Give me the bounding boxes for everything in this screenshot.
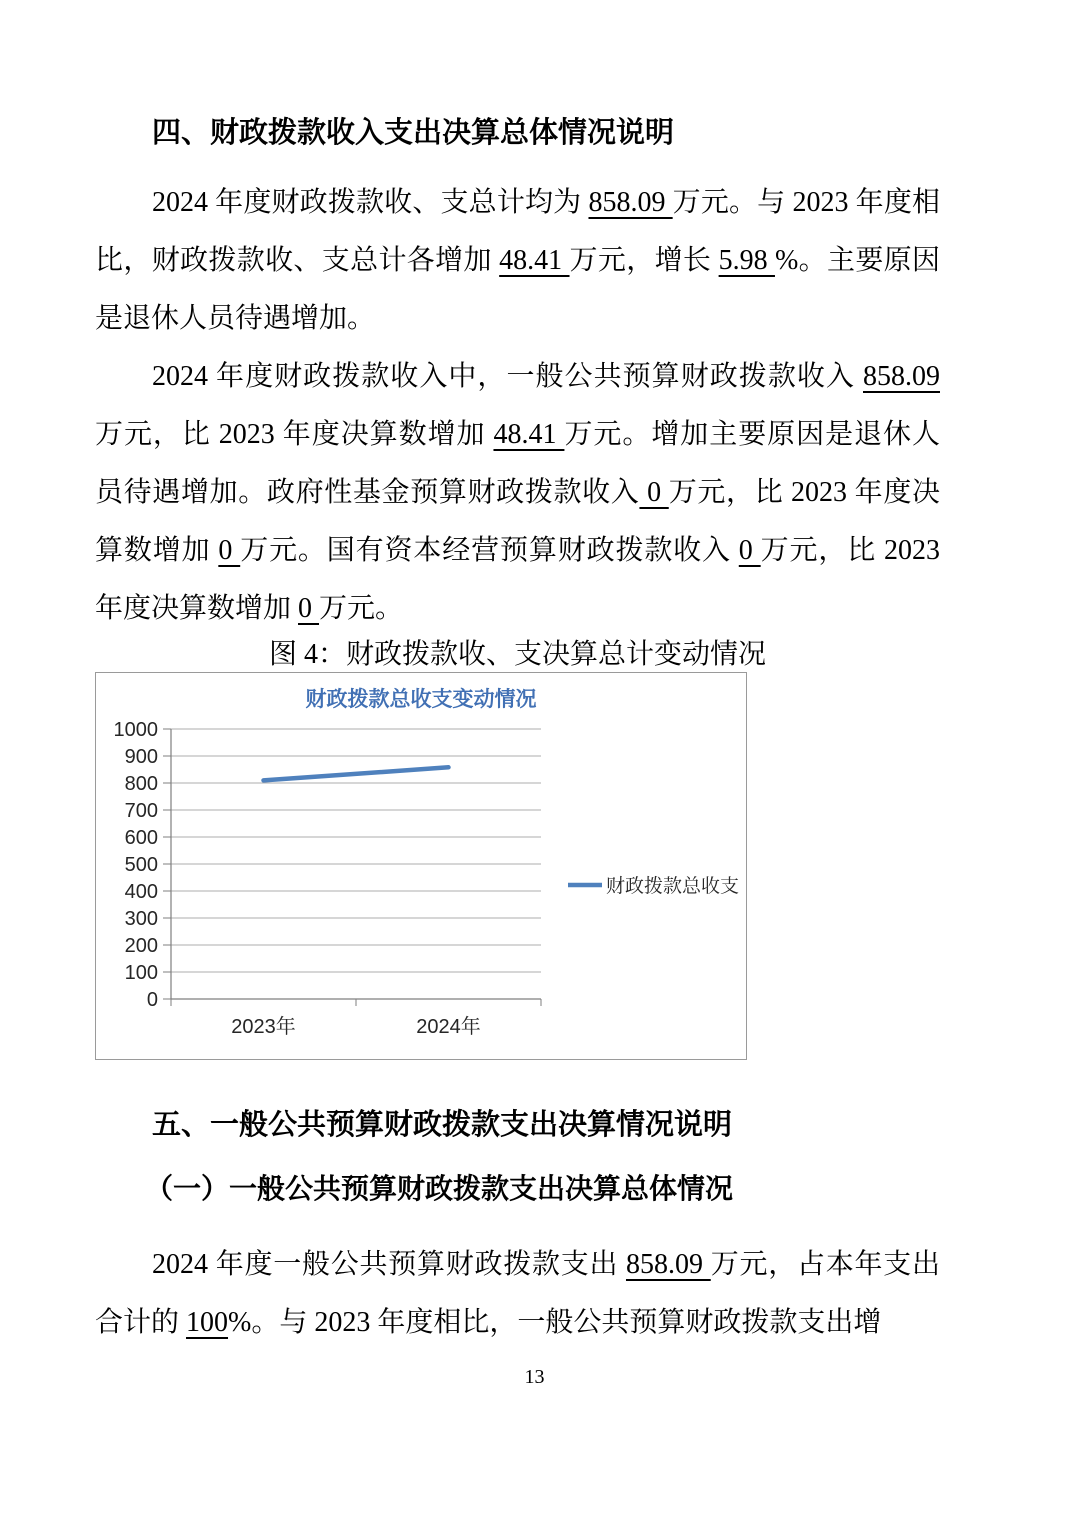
underlined-value: 0: [639, 477, 669, 508]
underlined-value: 0: [218, 535, 241, 566]
underlined-value: 858.09: [588, 187, 673, 218]
y-tick-label: 1000: [113, 719, 158, 741]
x-axis-label: 2024年: [416, 1016, 481, 1038]
text-segment: 万元，比 2023 年度决算数增加: [95, 419, 494, 450]
figure-4-chart: [95, 672, 747, 1060]
underlined-value: 100: [186, 1307, 229, 1338]
text-segment: 万元，比 2023 年度决算数增加: [95, 535, 940, 624]
section-4-paragraph-2: [95, 348, 940, 638]
section-5-heading: 五、一般公共预算财政拨款支出决算情况说明: [152, 1109, 733, 1141]
y-tick-label: 900: [124, 746, 158, 768]
y-tick-label: 500: [124, 854, 158, 876]
legend-label: 财政拨款总收支: [606, 876, 740, 897]
underlined-value: 858.09: [625, 1249, 711, 1280]
text-segment: 2024 年度财政拨款收、支总计均为: [152, 187, 589, 218]
series-line: [264, 767, 449, 780]
y-tick-label: 400: [124, 881, 158, 903]
text-segment: 万元。: [319, 593, 404, 624]
y-tick-label: 200: [124, 935, 158, 957]
underlined-value: 48.41: [499, 245, 570, 276]
text-segment: 万元。增加主要原因是退休人员待遇增加。政府性基金预算财政拨款收入: [95, 419, 940, 508]
figure-4-caption: 图 4：财政拨款收、支决算总计变动情况: [268, 639, 766, 670]
text-segment: 2024 年度一般公共预算财政拨款支出: [152, 1249, 626, 1280]
text-segment: 万元，占本年支出合计的: [95, 1249, 940, 1338]
text-segment: 万元，增长: [569, 245, 719, 276]
x-axis-label: 2023年: [231, 1016, 296, 1038]
text-segment: %。主要原因是退休人员待遇增加。: [95, 245, 941, 334]
y-tick-label: 700: [124, 800, 158, 822]
text-segment: %。与 2023 年度相比，一般公共预算财政拨款支出增: [228, 1307, 882, 1338]
y-tick-label: 100: [124, 962, 158, 984]
section-4-paragraph-1: [95, 174, 940, 348]
y-tick-label: 600: [124, 827, 158, 849]
y-tick-label: 300: [124, 908, 158, 930]
underlined-value: 0: [738, 535, 761, 566]
section-4-heading: 四、财政拨款收入支出决算总体情况说明: [152, 117, 675, 149]
underlined-value: 0: [298, 593, 320, 624]
chart-title: 财政拨款总收支变动情况: [305, 688, 537, 711]
y-tick-label: 0: [146, 989, 158, 1011]
page-number: 13: [524, 1366, 545, 1388]
section-5-sub-heading: （一）一般公共预算财政拨款支出决算总体情况: [145, 1173, 734, 1204]
chart-plot-area: [96, 673, 748, 1061]
text-segment: 万元。与 2023 年度相比，财政拨款收、支总计各增加: [95, 187, 940, 276]
underlined-value: 48.41: [493, 419, 565, 450]
section-5-paragraph-1: [95, 1236, 940, 1352]
underlined-value: 858.09: [863, 361, 940, 392]
underlined-value: 5.98: [718, 245, 775, 276]
text-segment: 万元，比 2023 年度决算数增加: [95, 477, 940, 566]
y-tick-label: 800: [124, 773, 158, 795]
text-segment: 2024 年度财政拨款收入中，一般公共预算财政拨款收入: [152, 361, 863, 392]
text-segment: 万元。国有资本经营预算财政拨款收入: [240, 535, 739, 566]
